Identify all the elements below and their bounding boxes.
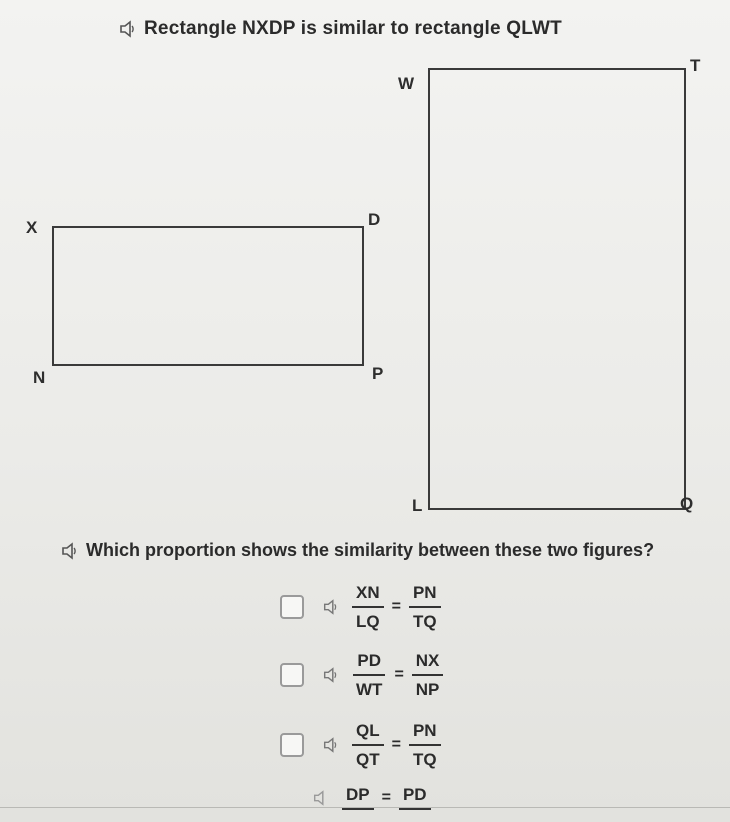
label-l: L	[412, 496, 423, 515]
rectangle-nxdp	[52, 226, 364, 366]
label-t: T	[690, 56, 701, 75]
fraction-right	[409, 584, 441, 630]
label-q: Q	[680, 494, 694, 513]
question-prompt	[60, 540, 654, 561]
denominator: LQ	[356, 612, 380, 631]
label-d: D	[368, 210, 381, 229]
numerator: PN	[409, 722, 441, 746]
prompt-title	[118, 18, 562, 40]
denominator: TQ	[412, 612, 437, 631]
fraction-left	[352, 722, 384, 768]
answer-option-2[interactable]	[280, 652, 443, 698]
rectangle-qlwt	[428, 68, 686, 510]
speaker-icon[interactable]	[322, 666, 340, 684]
speaker-icon[interactable]	[322, 736, 340, 754]
title-text: Rectangle NXDP is similar to rectangle QLWT	[144, 18, 562, 39]
equals-sign: =	[394, 666, 404, 683]
denominator: WT	[356, 680, 383, 699]
label-n: N	[33, 368, 46, 387]
option-checkbox[interactable]	[280, 595, 304, 619]
equals-sign: =	[391, 736, 401, 753]
numerator: QL	[352, 722, 384, 746]
numerator: PD	[399, 786, 431, 810]
fraction-right	[412, 652, 444, 698]
label-x: X	[26, 218, 38, 237]
equals-sign: =	[391, 598, 401, 615]
fraction-right	[409, 722, 441, 768]
numerator: NX	[412, 652, 444, 676]
speaker-icon[interactable]	[60, 541, 80, 561]
fraction-left	[352, 584, 384, 630]
denominator: NP	[415, 680, 440, 699]
option-checkbox[interactable]	[280, 733, 304, 757]
speaker-icon[interactable]	[322, 598, 340, 616]
fraction-left	[352, 652, 386, 698]
speaker-icon[interactable]	[118, 19, 138, 39]
denominator: TQ	[412, 750, 437, 769]
denominator: QT	[356, 750, 380, 769]
answer-option-3[interactable]	[280, 722, 441, 768]
page-bottom-edge	[0, 807, 730, 808]
numerator: XN	[352, 584, 384, 608]
label-w: W	[398, 74, 415, 93]
question-text: Which proportion shows the similarity between these two figures?	[86, 540, 655, 560]
label-p: P	[372, 364, 384, 383]
answer-option-1[interactable]	[280, 584, 441, 630]
numerator: PD	[353, 652, 385, 676]
equals-sign: =	[381, 789, 391, 806]
numerator: DP	[342, 786, 374, 810]
numerator: PN	[409, 584, 441, 608]
option-checkbox[interactable]	[280, 663, 304, 687]
speaker-icon[interactable]	[312, 789, 330, 807]
